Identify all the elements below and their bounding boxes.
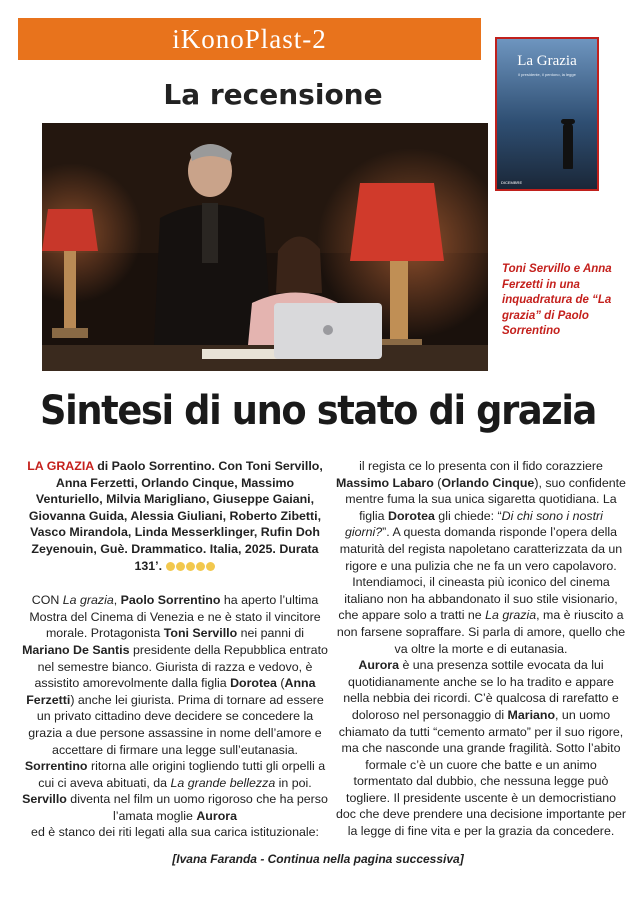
- poster-figure: [563, 123, 573, 169]
- poster-release-text: DICEMBRE: [501, 180, 523, 185]
- film-title: LA GRAZIA: [27, 459, 94, 473]
- scene-illustration: [42, 123, 488, 371]
- rating-dot: [176, 562, 185, 571]
- article-paragraph-4: Aurora è una presenza sottile evocata da lui quotidianamente anche se lo ha tradito e appare nella nebbia dei ricordi. C’è qualcosa di rarefatto e doloroso nel personaggio di Mariano, un uomo chiamato da tutti “cemento armato” per il suo rigore, ma che nasconde una grande fragilità. Sotto l’abito formale c’è un cuore che batte e un animo tormentato dal dubbio, che nessuna legge può togliere. Il presidente uscente è un democristiano doc che deve prendere una decisione importante per la legge di fine vita e per la grazia da concedere.: [336, 658, 626, 839]
- film-credits: [22, 458, 328, 575]
- article-column-right: [336, 458, 626, 840]
- magazine-title: iKonoPlast-2: [172, 24, 327, 54]
- article-paragraph-1: CON La grazia, Paolo Sorrentino ha aperto l’ultima Mostra del Cinema di Venezia e ne è stato il vincitore morale. Protagonista Toni Servillo nei panni di Mariano De Santis presidente della Repubblica entrato nel semestre bianco. Giurista di razza e vedovo, è assistito amorevolmente dalla figlia Dorotea (Anna Ferzetti) anche lei giurista. Prima di tornare ad essere un privato cittadino deve decidere se concedere la grazia a due persone assassine in nome dell’amore e accettare di firmare una legge sull’eutanasia.: [22, 593, 328, 757]
- photo-caption: Toni Servillo e Anna Ferzetti in una inquadratura de “La grazia” di Paolo Sorrentino: [502, 263, 612, 337]
- rating-dot: [186, 562, 195, 571]
- article-headline: Sintesi di uno stato di grazia: [39, 388, 597, 434]
- section-title: La recensione: [163, 78, 383, 111]
- rating-dot: [206, 562, 215, 571]
- magazine-title-banner: [18, 18, 481, 60]
- poster-title: La Grazia: [517, 53, 577, 69]
- article-column-left: [22, 458, 328, 841]
- rating-dot: [166, 562, 175, 571]
- movie-poster: [495, 37, 599, 191]
- article-paragraph-3: il regista ce lo presenta con il fido corazziere Massimo Labaro (Orlando Cinque), suo confidente mentre fuma la sua unica sigaretta quotidiana. La figlia Dorotea gli chiede: “Di chi sono i nostri giorni?”. A questa domanda risponde l’opera della maturità del regista napoletano caratterizzata da un rigore e una pulizia che ne fa un vero capolavoro. Intendiamoci, il cineasta più iconico del cinema italiano non ha abbandonato il suo stile visionario, che appare solo a tratti ne La grazia, ma è riuscito a non farsene sopraffare. Si parla di amore, quello che va oltre la morte e di eutanasia.: [336, 459, 626, 656]
- film-credits-text: di Paolo Sorrentino. Con Toni Servillo, Anna Ferzetti, Orlando Cinque, Massimo Venturiello, Milvia Marigliano, Giuseppe Gaiani, Giovanna Guida, Alessia Giuliani, Roberto Zibetti, Vasco Mirandola, Linda Messerklinger, Rufin Doh Zeyenouin, Guè. Drammatico. Italia, 2025. Durata 131’.: [28, 459, 323, 573]
- article-paragraph-2: Sorrentino ritorna alle origini togliendo tutti gli orpelli a cui ci aveva abituati, da La grande bellezza in poi. Servillo diventa nel film un uomo rigoroso che ha perso l’amata moglie Aurora ed è stanco dei riti legati alla sua carica istituzionale:: [22, 759, 328, 840]
- poster-subtitle: il presidente, il perdono, la legge: [518, 72, 576, 77]
- rating-dots: [166, 559, 216, 576]
- article-signature: [Ivana Faranda - Continua nella pagina successiva]: [172, 852, 464, 866]
- scene-photo: [42, 123, 488, 371]
- rating-dot: [196, 562, 205, 571]
